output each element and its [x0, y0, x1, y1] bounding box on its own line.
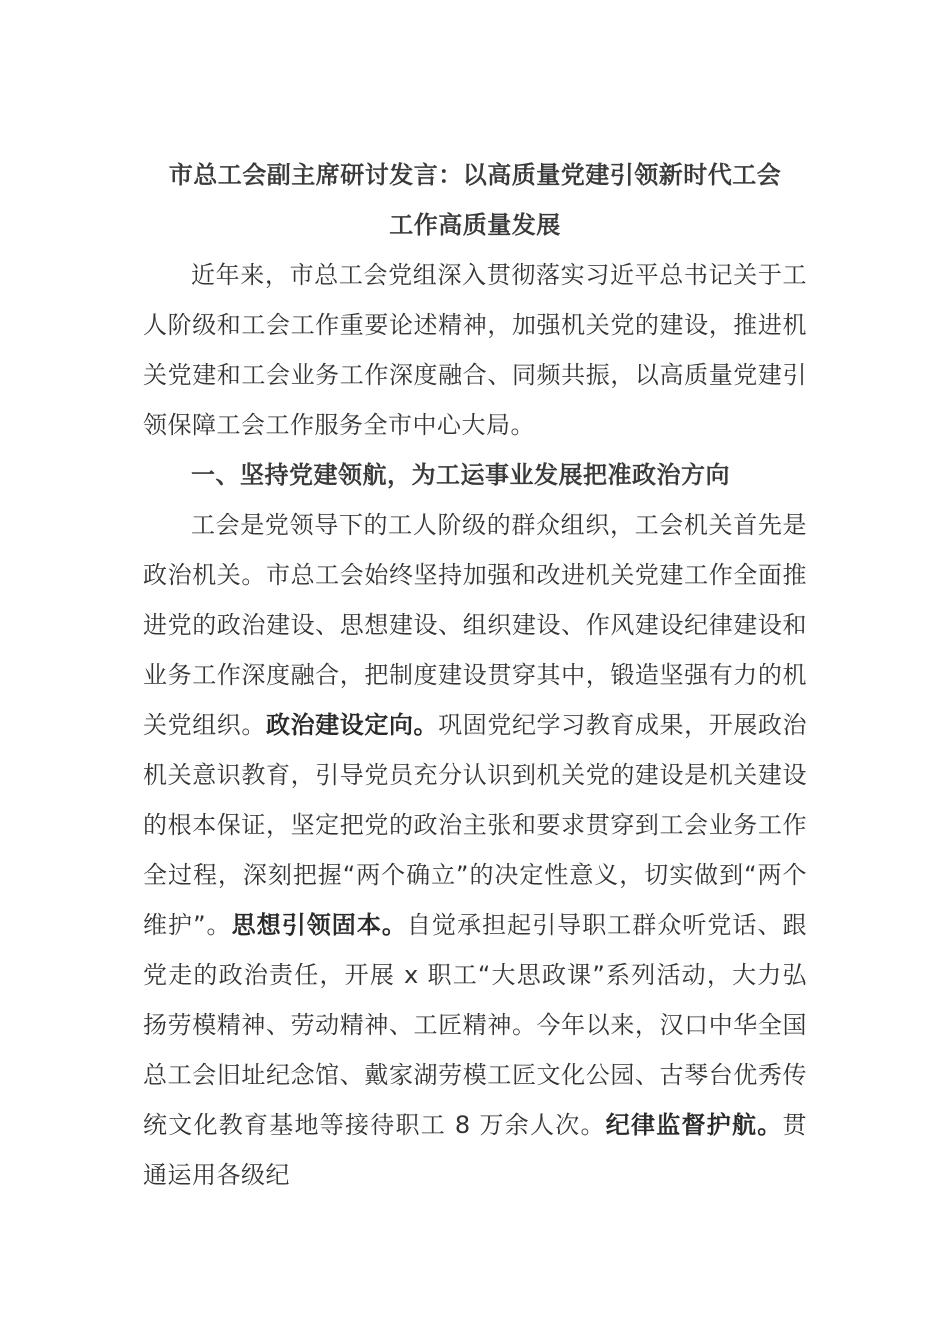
section-1-text-3: 自觉承担起引导职工群众听党话、跟党走的政治责任，开展 x 职工“大思政课”系列活动，大力弘扬劳模精神、劳动精神、工匠精神。今年以来，汉口中华全国总工会旧址纪念馆、戴家湖劳模工匠文化公园、古琴台优秀传统文化教育基地等接待职工 8 万余人次。 [143, 911, 808, 1139]
discipline-supervision-lead: 纪律监督护航。 [605, 1111, 783, 1139]
political-construction-lead: 政治建设定向。 [265, 711, 439, 739]
section-1-heading: 一、坚持党建领航，为工运事业发展把准政治方向 [191, 461, 730, 489]
section-1-text-4: 贯通运用各级纪 [143, 1111, 808, 1189]
section-1-text-1: 工会是党领导下的工人阶级的群众组织，工会机关首先是政治机关。市总工会始终坚持加强和改进机关党建工作全面推进党的政治建设、思想建设、组织建设、作风建设纪律建设和业务工作深度融合，把制度建设贯穿其中，锻造坚强有力的机关党组织。 [143, 511, 807, 739]
title-line-1: 市总工会副主席研讨发言：以高质量党建引领新时代工会 [168, 161, 782, 189]
document-page [143, 150, 807, 1200]
section-1-text-2: 巩固党纪学习教育成果，开展政治机关意识教育，引导党员充分认识到机关党的建设是机关建设的根本保证，坚定把党的政治主张和要求贯穿到工会业务工作全过程，深刻把握“两个确立”的决定性意义，切实做到“两个维护”。 [143, 711, 808, 939]
ideological-lead: 思想引领固本。 [231, 911, 407, 939]
title-line-2: 工作高质量发展 [389, 211, 561, 239]
document-title [143, 150, 807, 250]
section-1-paragraph [143, 500, 807, 1200]
intro-paragraph: 近年来，市总工会党组深入贯彻落实习近平总书记关于工人阶级和工会工作重要论述精神，加强机关党的建设，推进机关党建和工会业务工作深度融合、同频共振，以高质量党建引领保障工会工作服务全市中心大局。 [143, 261, 807, 439]
